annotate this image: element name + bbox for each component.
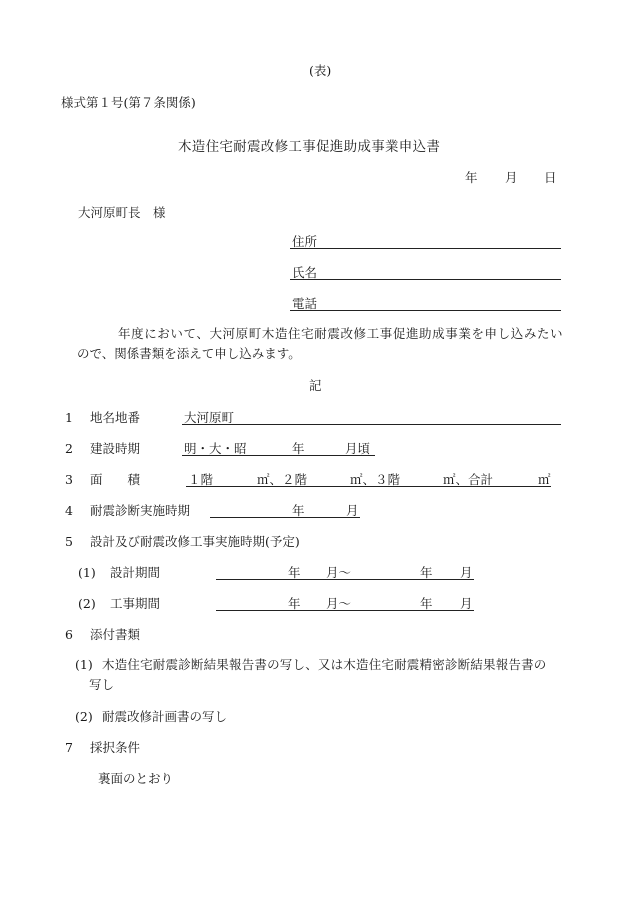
item-label-construction: 建設時期 [90, 441, 141, 456]
location-field[interactable] [182, 424, 561, 425]
item-label-area: 面 積 [90, 472, 141, 487]
area-floor-1: １階 [188, 472, 214, 487]
construction-field[interactable] [182, 455, 375, 456]
date-day-label: 日 [544, 170, 557, 185]
item-number: 2 [65, 441, 73, 456]
area-unit-2: ㎡、３階 [350, 472, 401, 487]
item-number: 3 [65, 472, 73, 487]
design-period-field[interactable] [216, 579, 474, 580]
work-end-month: 月 [460, 596, 473, 611]
address-field[interactable] [290, 248, 561, 249]
design-start-year: 年 [288, 565, 301, 580]
ki-heading: 記 [309, 378, 322, 393]
body-text-line-2: ので、関係書類を添えて申し込みます。 [77, 346, 301, 361]
period-number: (2) [78, 596, 96, 611]
item-number: 7 [65, 740, 73, 755]
diagnosis-year-label: 年 [292, 503, 305, 518]
attachment-2-line-1: 耐震改修計画書の写し [102, 709, 228, 724]
document-title: 木造住宅耐震改修工事促進助成事業申込書 [178, 139, 441, 155]
diagnosis-field[interactable] [210, 517, 360, 518]
location-prefix: 大河原町 [184, 410, 235, 425]
item-label-schedule: 設計及び耐震改修工事実施時期(予定) [90, 534, 300, 549]
area-field[interactable] [186, 486, 551, 487]
item-number: 6 [65, 627, 73, 642]
work-period-field[interactable] [216, 610, 474, 611]
item-label-conditions: 採択条件 [90, 740, 141, 755]
address-label: 住所 [292, 234, 318, 249]
period-label-design: 設計期間 [110, 565, 161, 580]
item-label-attachments: 添付書類 [90, 627, 141, 642]
item-number: 4 [65, 503, 73, 518]
work-end-year: 年 [420, 596, 433, 611]
period-label-construction: 工事期間 [110, 596, 161, 611]
item-number: 1 [65, 410, 73, 425]
form-number: 様式第１号(第７条関係) [61, 95, 196, 110]
phone-field[interactable] [290, 310, 561, 311]
construction-month-label: 月頃 [345, 441, 371, 456]
page-side-label: (表) [309, 63, 332, 78]
attachment-number: (2) [75, 709, 93, 724]
body-text-line-1: 年度において、大河原町木造住宅耐震改修工事促進助成事業を申し込みたい [118, 326, 564, 341]
attachment-1-line-2: 写し [89, 677, 115, 692]
era-options[interactable]: 明・大・昭 [184, 441, 247, 456]
period-number: (1) [78, 565, 96, 580]
date-year-label: 年 [465, 170, 478, 185]
attachment-1-line-1: 木造住宅耐震診断結果報告書の写し、又は木造住宅耐震精密診断結果報告書の [102, 657, 547, 672]
name-label: 氏名 [292, 265, 318, 280]
work-start-year: 年 [288, 596, 301, 611]
area-unit-3: ㎡、合計 [443, 472, 494, 487]
date-month-label: 月 [505, 170, 518, 185]
work-start-month: 月～ [326, 596, 352, 611]
construction-year-label: 年 [292, 441, 305, 456]
area-unit-total: ㎡ [538, 472, 551, 487]
attachment-number: (1) [75, 657, 93, 672]
area-unit-1: ㎡、２階 [257, 472, 308, 487]
item-label-location: 地名地番 [90, 410, 141, 425]
design-end-year: 年 [420, 565, 433, 580]
design-end-month: 月 [460, 565, 473, 580]
design-start-month: 月～ [326, 565, 352, 580]
item-number: 5 [65, 534, 73, 549]
phone-label: 電話 [292, 296, 318, 311]
name-field[interactable] [290, 279, 561, 280]
conditions-value: 裏面のとおり [98, 771, 174, 786]
addressee: 大河原町長 様 [78, 205, 166, 220]
item-label-diagnosis: 耐震診断実施時期 [90, 503, 191, 518]
diagnosis-month-label: 月 [346, 503, 359, 518]
